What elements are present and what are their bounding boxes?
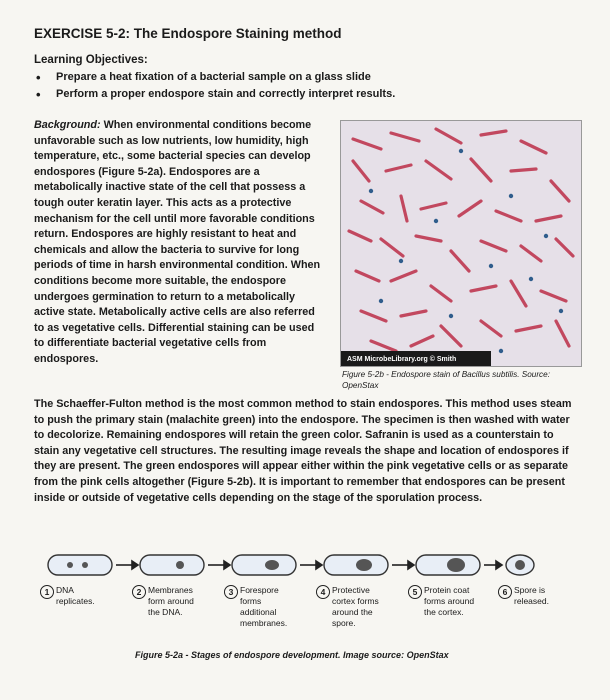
background-text: When environmental conditions become unfavorable such as low nutrients, low humidity, high temperature, etc., some bacterial species can develop endospores (Figure 5-2a). Endospores are a metabolically inactive state of the cell that possess a tough outer keratin layer. This acts as a protective mechanism for the cell until more favorable conditions return. Endospores are highly resistant to heat and chemicals and allow the bacteria to survive for long periods of time in harsh environmental condition. When conditions become more suitable, the endospore undergoes germination to return to a metabolically active state. Metabolically active cells are also referred to as vegetative cells. Differential staining can be used to differentiate bacterial vegetative cells from endospores. <box>34 119 321 365</box>
step-text: Protective cortex forms around the spore. <box>332 585 379 628</box>
stage-cell-1 <box>48 555 112 575</box>
step-5 <box>408 585 488 618</box>
step-text: DNA replicates. <box>56 585 95 606</box>
step-3 <box>224 585 304 629</box>
step-number: 5 <box>408 585 422 599</box>
objectives-list <box>34 69 395 103</box>
schaeffer-fulton-paragraph: The Schaeffer-Fulton method is the most common method to stain endospores. This method uses steam to push the primary stain (malachite green) into the endospore. The specimen is then washed with water to decolorize. Remaining endospores will retain the green color. Safranin is used as a counterstain to stain any vegetative cell structures. The resulting image reveals the shape and location of endospores if they are present. The green endospores will appear either within the pink vegetative cells or as separate from the pink cells altogether (Figure 5-2b). It is important to remember that endospores can be present inside or outside of vegetative cells depending on the stage of the sporulation process. <box>34 398 572 504</box>
sporulation-steps <box>36 585 596 645</box>
exercise-title: EXERCISE 5-2: The Endospore Staining method <box>34 26 342 41</box>
step-text: Spore is released. <box>514 585 549 606</box>
step-number: 6 <box>498 585 512 599</box>
step-6 <box>498 585 568 607</box>
step-text: Membranes form around the DNA. <box>148 585 194 617</box>
background-label: Background: <box>34 119 101 131</box>
background-paragraph <box>34 118 326 368</box>
step-1 <box>40 585 110 607</box>
step-4 <box>316 585 396 629</box>
micrograph-watermark: ASM MicrobeLibrary.org © Smith <box>347 356 457 363</box>
sporulation-stages-diagram <box>40 545 580 585</box>
step-text: Forespore forms additional membranes. <box>240 585 288 628</box>
step-2 <box>132 585 212 618</box>
step-number: 1 <box>40 585 54 599</box>
objective-item: • Prepare a heat fixation of a bacterial sample on a glass slide <box>34 69 395 86</box>
objective-item: • Perform a proper endospore stain and correctly interpret results. <box>34 86 395 103</box>
stage-cell-3 <box>232 555 296 575</box>
figure-b-caption: Figure 5-2b - Endospore stain of Bacillus subtilis. Source: OpenStax <box>342 370 550 390</box>
step-number: 2 <box>132 585 146 599</box>
step-number: 4 <box>316 585 330 599</box>
figure-a-caption: Figure 5-2a - Stages of endospore development. Image source: OpenStax <box>135 650 449 660</box>
stage-cell-2 <box>140 555 204 575</box>
endospore-stain-micrograph <box>340 120 582 367</box>
step-text: Protein coat forms around the cortex. <box>424 585 475 617</box>
objectives-heading: Learning Objectives: <box>34 54 148 66</box>
step-number: 3 <box>224 585 238 599</box>
micrograph-image <box>341 121 581 366</box>
